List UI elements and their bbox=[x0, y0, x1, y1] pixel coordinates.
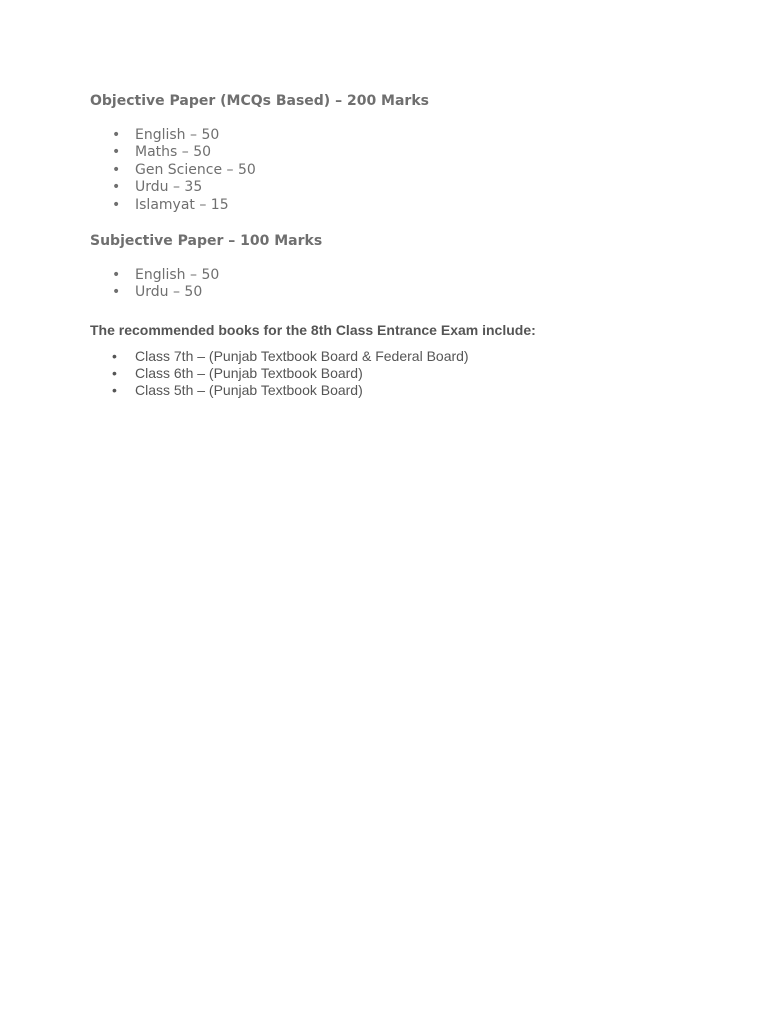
bullet-icon: • bbox=[112, 382, 117, 399]
objective-paper-heading: Objective Paper (MCQs Based) – 200 Marks bbox=[90, 93, 429, 109]
list-item: • Urdu – 35 bbox=[112, 179, 203, 196]
objective-paper-list bbox=[90, 127, 710, 214]
list-item: • Class 7th – (Punjab Textbook Board & Federal Board) bbox=[112, 347, 469, 364]
subjective-paper-list bbox=[90, 267, 710, 302]
list-item: • English – 50 bbox=[112, 267, 220, 284]
recommended-books-list bbox=[90, 348, 710, 400]
bullet-icon: • bbox=[112, 196, 121, 213]
bullet-icon: • bbox=[112, 144, 121, 161]
subjective-paper-heading: Subjective Paper – 100 Marks bbox=[90, 233, 323, 250]
list-item: • English – 50 bbox=[112, 127, 220, 143]
list-item: • Class 5th – (Punjab Textbook Board) bbox=[112, 382, 363, 399]
list-item: • Maths – 50 bbox=[112, 144, 212, 161]
bullet-icon: • bbox=[112, 161, 121, 178]
bullet-icon: • bbox=[112, 267, 121, 284]
list-item: • Gen Science – 50 bbox=[112, 161, 256, 178]
bullet-icon: • bbox=[112, 347, 117, 364]
bullet-icon: • bbox=[112, 365, 117, 382]
bullet-icon: • bbox=[112, 179, 121, 196]
document-content bbox=[90, 91, 710, 399]
list-item: • Class 6th – (Punjab Textbook Board) bbox=[112, 365, 363, 382]
recommended-books-heading: The recommended books for the 8th Class Entrance Exam include: bbox=[90, 321, 536, 338]
bullet-icon: • bbox=[112, 284, 121, 301]
list-item: • Islamyat – 15 bbox=[112, 196, 229, 213]
bullet-icon: • bbox=[112, 127, 121, 143]
list-item: • Urdu – 50 bbox=[112, 284, 203, 301]
